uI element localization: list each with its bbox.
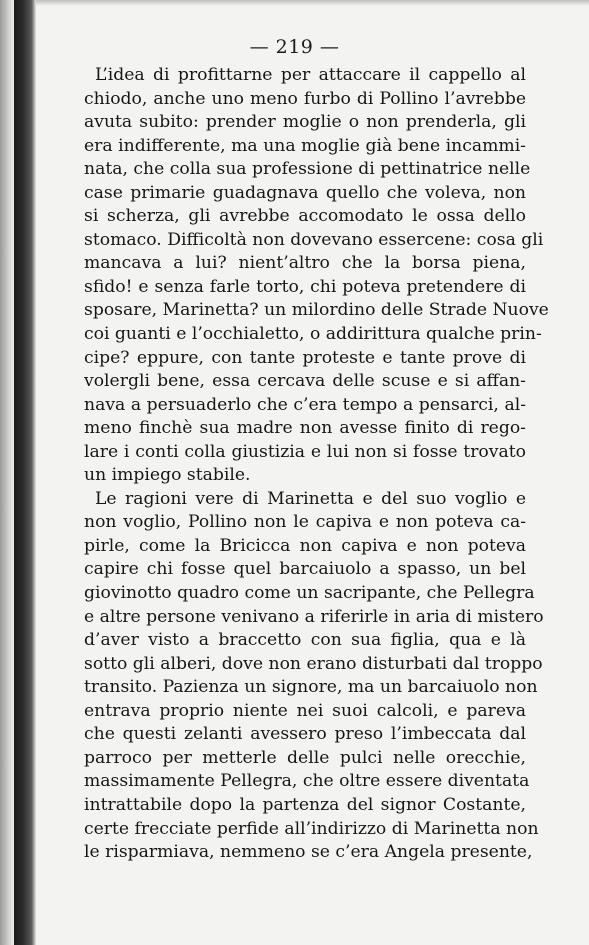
page-top-edge: [36, 0, 589, 6]
text-line: sposare, Marinetta? un milordino delle Strade Nuove: [84, 300, 549, 321]
text-line: era indifferente, ma una moglie già bene incammi-: [84, 135, 526, 156]
text-line: un impiego stabile.: [84, 465, 251, 486]
text-line: stomaco. Difficoltà non dovevano essercene: cosa gli: [84, 229, 544, 250]
text-line: nava a persuaderlo che c’era tempo a pensarci, al-: [84, 394, 526, 415]
text-line: chiodo, anche uno meno furbo di Pollino l’avrebbe: [84, 88, 526, 109]
text-line: certe frecciate perfide all’indirizzo di Marinetta non: [84, 818, 539, 839]
text-line: le risparmiava, nemmeno se c’era Angela presente,: [84, 842, 533, 863]
text-line: d’aver visto a braccetto con sua figlia, qua e là: [84, 630, 526, 651]
text-line: L’idea di profittarne per attaccare il cappello al: [95, 65, 526, 85]
text-line: capire chi fosse quel barcaiuolo a spasso, un bel: [84, 559, 526, 580]
binding-gutter: [14, 0, 36, 945]
text-line: volergli bene, essa cercava delle scuse e si affan-: [84, 371, 526, 392]
text-line: che questi zelanti avessero preso l’imbeccata dal: [84, 724, 526, 745]
text-line: coi guanti e l’occhialetto, o addirittura qualche prin-: [84, 324, 542, 345]
text-line: intrattabile dopo la partenza del signor Costante,: [84, 794, 526, 815]
text-line: sfido! e senza farle torto, chi poteva pretendere di: [84, 276, 526, 297]
text-line: entrava proprio niente nei suoi calcoli, e pareva: [84, 700, 526, 721]
text-line: sotto gli alberi, dove non erano disturbati dal troppo: [84, 653, 543, 674]
text-line: pirle, come la Bricicca non capiva e non poteva: [84, 535, 526, 556]
text-line: mancava a lui? nient’altro che la borsa piena,: [84, 253, 526, 274]
text-line: nata, che colla sua professione di pettinatrice nelle: [84, 159, 531, 180]
paragraph: [84, 64, 549, 488]
paragraph: [84, 488, 544, 865]
page-number: — 219 —: [249, 36, 340, 58]
text-line: meno finchè sua madre non avesse finito di rego-: [84, 418, 526, 439]
text-line: non voglio, Pollino non le capiva e non poteva ca-: [84, 512, 526, 533]
text-line: Le ragioni vere di Marinetta e del suo voglio e: [95, 488, 526, 509]
text-line: cipe? eppure, con tante proteste e tante prove di: [84, 347, 526, 368]
text-line: case primarie guadagnava quello che voleva, non: [84, 182, 526, 203]
text-line: avuta subito: prender moglie o non prenderla, gli: [84, 112, 526, 133]
text-line: transito. Pazienza un signore, ma un barcaiuolo non: [84, 677, 538, 698]
body-text: [84, 64, 549, 865]
text-line: parroco per metterle delle pulci nelle orecchie,: [84, 747, 526, 768]
text-line: si scherza, gli avrebbe accomodato le ossa dello: [84, 206, 526, 227]
text-line: massimamente Pellegra, che oltre essere diventata: [84, 771, 530, 792]
text-line: lare i conti colla giustizia e lui non si fosse trovato: [84, 441, 526, 462]
text-line: giovinotto quadro come un sacripante, che Pellegra: [84, 583, 535, 604]
text-line: e altre persone venivano a riferirle in aria di mistero: [84, 606, 544, 627]
binding-shadow: [0, 0, 14, 945]
